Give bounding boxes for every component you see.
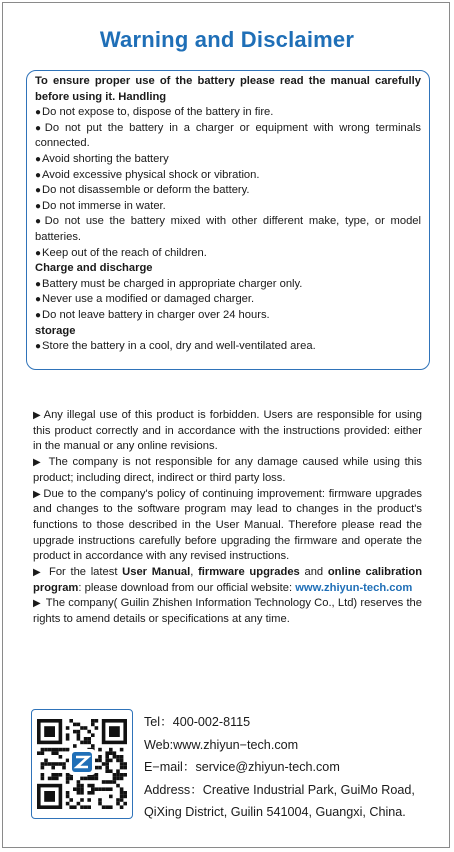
warning-intro: To ensure proper use of the battery please read the manual carefully before using it. Handling bbox=[35, 75, 421, 103]
qr-code-icon bbox=[31, 709, 133, 819]
warning-item: ●Battery must be charged in appropriate charger only. bbox=[35, 277, 303, 290]
bullet-dot-icon: ● bbox=[35, 185, 42, 197]
handling-list bbox=[35, 105, 421, 261]
warning-item: ●Avoid shorting the battery bbox=[35, 152, 169, 165]
triangle-bullet-icon: ▶ bbox=[33, 567, 43, 579]
contact-info bbox=[144, 711, 444, 824]
contact-address-line1: Address：Creative Industrial Park, GuiMo Road, bbox=[144, 782, 415, 797]
user-manual-text: User Manual bbox=[122, 566, 191, 579]
bullet-dot-icon: ● bbox=[35, 200, 42, 212]
warning-item: ●Do not immerse in water. bbox=[35, 199, 166, 212]
notice-liability: ▶ The company is not responsible for any damage caused while using this product; including direct, indirect or third party loss. bbox=[33, 456, 422, 484]
page-title: Warning and Disclaimer bbox=[99, 27, 355, 52]
contact-address-line2: QiXing District, Guilin 541004, Guangxi, China. bbox=[144, 805, 406, 819]
bullet-dot-icon: ● bbox=[35, 278, 42, 290]
warning-item: ●Do not expose to, dispose of the battery in fire. bbox=[35, 106, 274, 119]
warning-item: ●Do not put the battery in a charger or equipment with wrong terminals connected. bbox=[35, 121, 422, 150]
bullet-dot-icon: ● bbox=[35, 107, 42, 119]
storage-heading: storage bbox=[35, 324, 76, 337]
notice-downloads: ▶ For the latest User Manual, firmware upgrades and online calibration program: please download from our official website: www.zhiyun-tech.com bbox=[33, 566, 423, 594]
bullet-dot-icon: ● bbox=[35, 341, 42, 353]
online-calibration-text: online calibration program bbox=[33, 566, 423, 594]
bullet-dot-icon: ● bbox=[35, 216, 44, 228]
notice-improvement: ▶ Due to the company's policy of continuing improvement: firmware upgrades and changes to the software program may lead to changes in the product's functions to those described in the User Manual. Therefore please read the upgrade instructions carefully before upgrading the firmware and operate the product in accordance with any revised instructions. bbox=[33, 487, 423, 563]
battery-warning-box bbox=[26, 70, 430, 370]
bullet-dot-icon: ● bbox=[35, 309, 42, 321]
charge-heading: Charge and discharge bbox=[35, 262, 153, 275]
bullet-dot-icon: ● bbox=[35, 169, 42, 181]
storage-list bbox=[35, 339, 421, 355]
bullet-dot-icon: ● bbox=[35, 122, 44, 134]
warning-item: ●Keep out of the reach of children. bbox=[35, 246, 207, 259]
notice-amend-rights: ▶ The company( Guilin Zhishen Information Technology Co., Ltd) reserves the rights to amend details or specifications at any time. bbox=[33, 597, 422, 626]
bullet-dot-icon: ● bbox=[35, 294, 42, 306]
contact-web: Web:www.zhiyun−tech.com bbox=[144, 737, 299, 752]
website-link[interactable]: www.zhiyun-tech.com bbox=[295, 581, 413, 594]
warning-item: ●Store the battery in a cool, dry and well-ventilated area. bbox=[35, 340, 316, 353]
bullet-dot-icon: ● bbox=[35, 247, 42, 259]
contact-tel: Tel：400-002-8115 bbox=[144, 715, 251, 729]
zhiyun-logo-icon bbox=[69, 749, 95, 775]
contact-email: E−mail：service@zhiyun-tech.com bbox=[144, 760, 340, 774]
warning-item: ●Do not disassemble or deform the battery. bbox=[35, 184, 250, 197]
bullet-dot-icon: ● bbox=[35, 153, 42, 165]
triangle-bullet-icon: ▶ bbox=[33, 457, 43, 469]
charge-list bbox=[35, 277, 421, 324]
disclaimer-notices bbox=[33, 408, 422, 628]
warning-item: ●Do not leave battery in charger over 24 hours. bbox=[35, 308, 270, 321]
triangle-bullet-icon: ▶ bbox=[33, 488, 42, 500]
warning-item: ●Do not use the battery mixed with other different make, type, or model batteries. bbox=[35, 215, 422, 243]
notice-illegal-use: ▶ Any illegal use of this product is forbidden. Users are responsible for using this product correctly and in accordance with the instructions provided: either in the manual or any online revisions. bbox=[33, 409, 422, 453]
firmware-upgrades-text: firmware upgrades bbox=[198, 566, 300, 579]
warning-item: ●Avoid excessive physical shock or vibration. bbox=[35, 168, 260, 181]
triangle-bullet-icon: ▶ bbox=[33, 598, 41, 610]
triangle-bullet-icon: ▶ bbox=[33, 410, 42, 421]
warning-item: ●Never use a modified or damaged charger. bbox=[35, 293, 255, 306]
